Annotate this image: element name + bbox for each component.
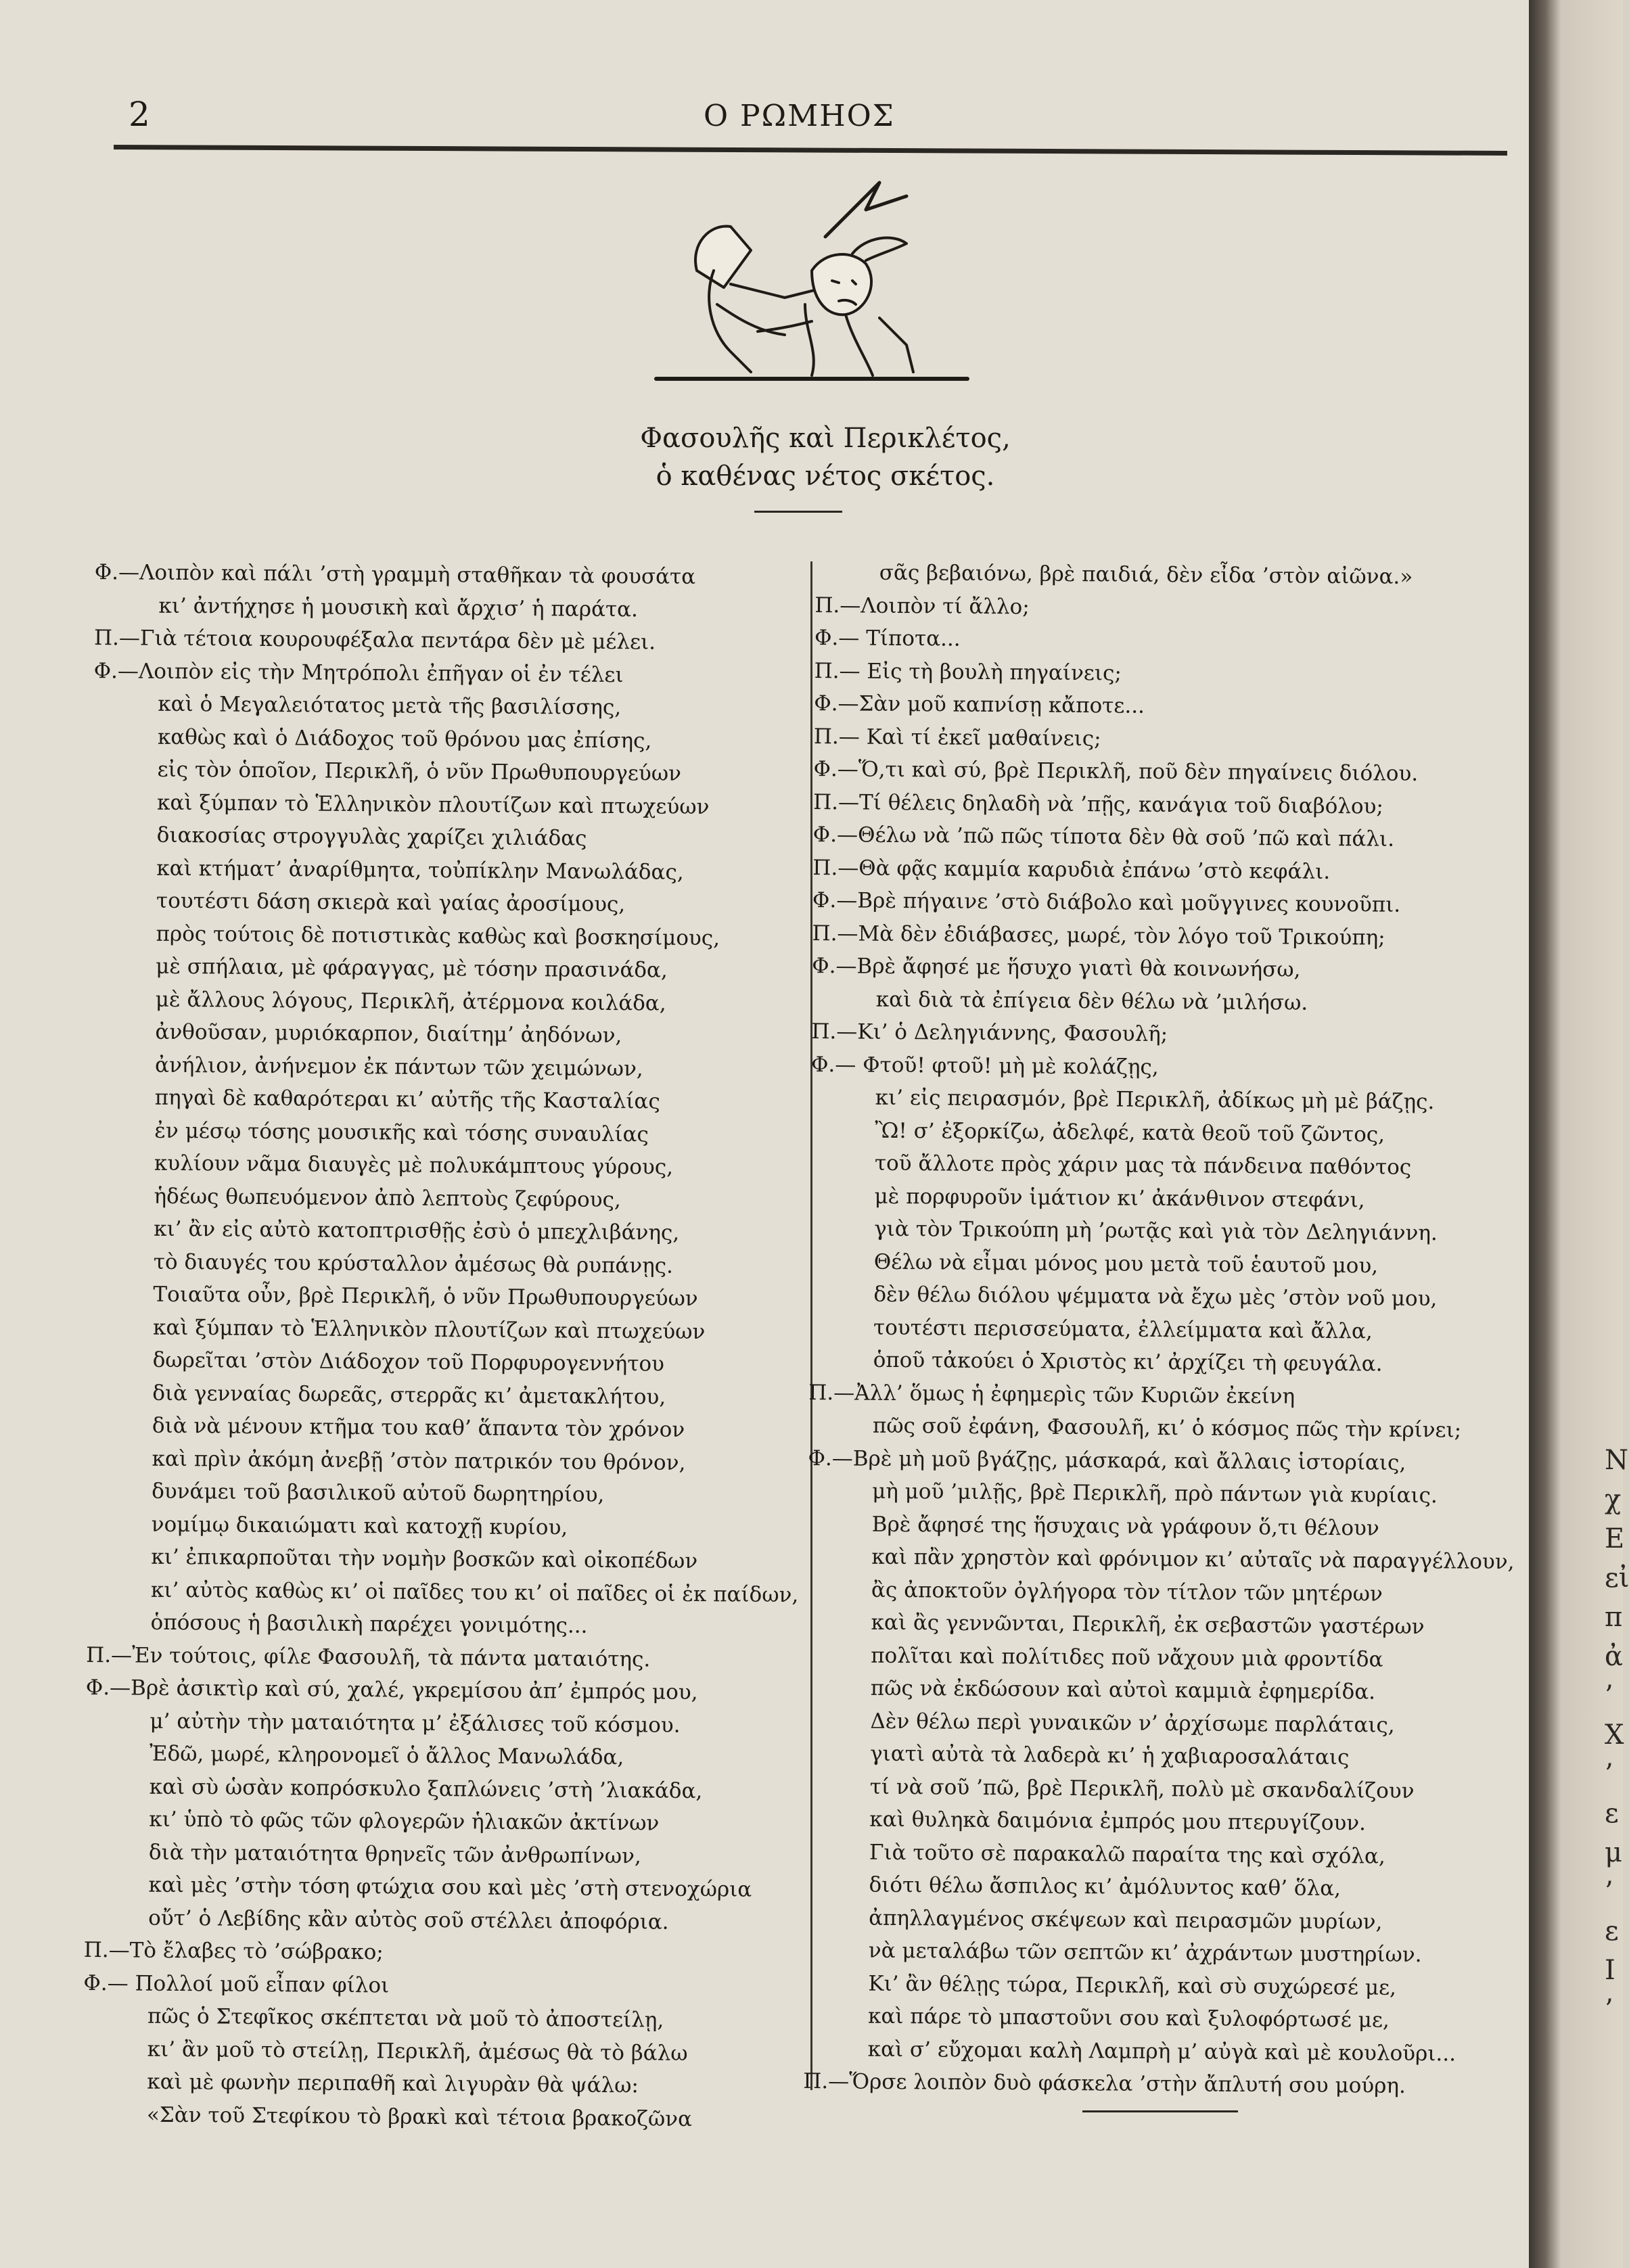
verse-line: καθὼς καὶ ὁ Διάδοχος τοῦ θρόνου μας ἐπίσης, bbox=[157, 724, 652, 753]
verse-line: κι’ ἐπικαρποῦται τὴν νομὴν βοσκῶν καὶ οἰκοπέδων bbox=[151, 1544, 698, 1574]
verse-line: Π.—Γιὰ τέτοια κουρουφέξαλα πεντάρα δὲν μὲ μέλει. bbox=[93, 625, 656, 655]
verse-line: Π.—Ἐν τούτοις, φίλε Φασουλῆ, τὰ πάντα ματαιότης. bbox=[86, 1642, 651, 1671]
verse-line: καὶ μὲς ’στὴν τόση φτώχια σου καὶ μὲς ’στὴ στενοχώρια bbox=[148, 1872, 752, 1902]
caption-line: ὁ καθένας νέτος σκέτος. bbox=[656, 461, 995, 492]
verse-line: δυνάμει τοῦ βασιλικοῦ αὐτοῦ δωρητηρίου, bbox=[152, 1479, 605, 1507]
verse-line: μὴ μοῦ ’μιλῇς, βρὲ Περικλῆ, πρὸ πάντων γιὰ κυρίαις. bbox=[872, 1479, 1438, 1508]
verse-line: Ὢ! σ’ ἐξορκίζω, ἀδελφέ, κατὰ θεοῦ τοῦ ζῶντος, bbox=[875, 1118, 1385, 1147]
newspaper-title: Ο ΡΩΜΗΟΣ bbox=[704, 99, 895, 133]
verse-line: καὶ θυληκὰ δαιμόνια ἐμπρός μου πτερυγίζουν. bbox=[869, 1807, 1367, 1836]
verse-line: κι’ ἂν εἰς αὐτὸ κατοπτρισθῇς ἐσὺ ὁ μπεχλιβάνης, bbox=[154, 1216, 680, 1245]
cartoon-illustration bbox=[649, 169, 974, 392]
verse-line: μὲ σπήλαια, μὲ φάραγγας, μὲ τόσην πρασινάδα, bbox=[156, 954, 668, 983]
verse-line: Π.—Ἀλλ’ ὅμως ἡ ἐφημερὶς τῶν Κυριῶν ἐκείνη bbox=[808, 1380, 1295, 1409]
verse-line: καὶ πρὶν ἀκόμη ἀνεβῇ ’στὸν πατρικόν του θρόνον, bbox=[152, 1446, 686, 1475]
cartoon-caption bbox=[582, 419, 1069, 495]
edge-letter: Ν bbox=[1605, 1445, 1628, 1476]
verse-line: Φ.—Ὅ,τι καὶ σύ, βρὲ Περικλῆ, ποῦ δὲν πηγαίνεις διόλου. bbox=[813, 756, 1419, 787]
verse-line: Φ.—Λοιπὸν εἰς τὴν Μητρόπολι ἐπῆγαν οἱ ἐν τέλει bbox=[93, 658, 624, 687]
verse-line: Δὲν θέλω περὶ γυναικῶν ν’ ἀρχίσωμε παρλάταις, bbox=[870, 1709, 1395, 1738]
edge-letter: εἰ bbox=[1605, 1563, 1629, 1594]
verse-line: μ’ αὐτὴν τὴν ματαιότητα μ’ ἐξάλισες τοῦ κόσμου. bbox=[150, 1709, 681, 1738]
verse-line: πηγαὶ δὲ καθαρότεραι κι’ αὐτῆς τῆς Κασταλίας bbox=[154, 1085, 660, 1114]
verse-line: Π.—Θὰ φᾷς καμμία καρυδιὰ ἐπάνω ’στὸ κεφάλι. bbox=[812, 855, 1331, 884]
verse-line: καὶ πάρε τὸ μπαστοῦνι σου καὶ ξυλοφόρτωσέ με, bbox=[867, 2004, 1390, 2033]
verse-line: Θέλω νὰ εἶμαι μόνος μου μετὰ τοῦ ἑαυτοῦ μου, bbox=[873, 1249, 1379, 1278]
header-rule bbox=[114, 145, 1507, 156]
verse-line: Φ.—Σὰν μοῦ καπνίσῃ κἄποτε... bbox=[814, 691, 1145, 718]
verse-line: μὲ πορφυροῦν ἱμάτιον κι’ ἀκάνθινον στεφάνι, bbox=[874, 1184, 1365, 1212]
verse-line: Φ.— Τίποτα... bbox=[814, 625, 961, 651]
verse-line: καὶ μὲ φωνὴν περιπαθῆ καὶ λιγυρὰν θὰ ψάλω: bbox=[147, 2069, 639, 2098]
verse-line: Φ.—Θέλω νὰ ’πῶ πῶς τίποτα δὲν θὰ σοῦ ’πῶ καὶ πάλι. bbox=[812, 822, 1395, 852]
caption-line: Φασουλῆς καὶ Περικλέτος, bbox=[640, 423, 1011, 454]
verse-line: Φ.—Βρὲ ἄφησέ με ἥσυχο γιατὶ θὰ κοινωνήσω, bbox=[812, 953, 1301, 982]
verse-line: Π.—Ὅρσε λοιπὸν δυὸ φάσκελα ’στὴν ἄπλυτή σου μούρη. bbox=[803, 2068, 1406, 2098]
verse-line: τί νὰ σοῦ ’πῶ, βρὲ Περικλῆ, πολὺ μὲ σκανδαλίζουν bbox=[869, 1774, 1415, 1803]
verse-line: τοῦ ἄλλοτε πρὸς χάριν μας τὰ πάνδεινα παθόντος bbox=[874, 1151, 1412, 1180]
verse-line: καὶ διὰ τὰ ἐπίγεια δὲν θέλω νὰ ’μιλήσω. bbox=[875, 987, 1308, 1015]
verse-line: πῶς ὁ Στεφῖκος σκέπτεται νὰ μοῦ τὸ ἀποστείλῃ, bbox=[147, 2004, 664, 2033]
verse-line: «Σὰν τοῦ Στεφίκου τὸ βρακὶ καὶ τέτοια βρακοζῶνα bbox=[146, 2102, 693, 2131]
verse-line: καὶ ξύμπαν τὸ Ἑλληνικὸν πλουτίζων καὶ πτωχεύων bbox=[157, 790, 710, 819]
verse-line: ὁπόσους ἡ βασιλικὴ παρέχει γονιμότης... bbox=[150, 1610, 588, 1638]
verse-line: Π.—Κι’ ὁ Δεληγιάννης, Φασουλῆ; bbox=[811, 1019, 1168, 1047]
verse-line: Ἐδῶ, μωρέ, κληρονομεῖ ὁ ἄλλος Μανωλάδα, bbox=[149, 1741, 624, 1770]
verse-line: Φ.—Λοιπὸν καὶ πάλι ’στὴ γραμμὴ σταθῆκαν τὰ φουσάτα bbox=[94, 559, 696, 589]
verse-line: διὰ τὴν ματαιότητα θρηνεῖς τῶν ἀνθρωπίνων, bbox=[148, 1840, 641, 1868]
verse-line: τουτέστι περισσεύματα, ἐλλείμματα καὶ ἄλλα, bbox=[873, 1315, 1373, 1344]
verse-line: κι’ ἀντήχησε ἡ μουσικὴ καὶ ἄρχισ’ ἡ παράτα. bbox=[158, 593, 639, 622]
verse-line: κυλίουν νᾶμα διαυγὲς μὲ πολυκάμπτους γύρους, bbox=[154, 1151, 674, 1180]
verse-line: Τοιαῦτα οὖν, βρὲ Περικλῆ, ὁ νῦν Πρωθυπουργεύων bbox=[153, 1282, 698, 1312]
left-column bbox=[83, 556, 805, 2136]
verse-line: Φ.— Πολλοί μοῦ εἶπαν φίλοι bbox=[83, 1970, 390, 1997]
verse-line: ἀπηλλαγμένος σκέψεων καὶ πειρασμῶν μυρίων, bbox=[869, 1905, 1383, 1935]
edge-letter: Ε bbox=[1605, 1523, 1625, 1554]
verse-line: κι’ ἂν μοῦ τὸ στείλῃ, Περικλῆ, ἀμέσως θὰ τὸ βάλω bbox=[147, 2037, 688, 2066]
verse-line: νομίμῳ δικαιώματι καὶ κατοχῇ κυρίου, bbox=[151, 1512, 568, 1540]
verse-line: πολῖται καὶ πολίτιδες ποῦ νἄχουν μιὰ φροντίδα bbox=[871, 1643, 1383, 1672]
verse-line: Π.—Τὸ ἔλαβες τὸ ’σώβρακο; bbox=[83, 1937, 384, 1965]
edge-letter: ε bbox=[1605, 1916, 1619, 1947]
verse-line: Π.— Καὶ τί ἐκεῖ μαθαίνεις; bbox=[813, 724, 1101, 751]
verse-line: καὶ σ’ εὔχομαι καλὴ Λαμπρὴ μ’ αὐγὰ καὶ μὲ κουλοῦρι... bbox=[867, 2037, 1456, 2066]
verse-line: δὲν θέλω διόλου ψέμματα νὰ ἔχω μὲς ’στὸν νοῦ μου, bbox=[873, 1282, 1438, 1312]
verse-line: Π.—Μὰ δὲν ἐδιάβασες, μωρέ, τὸν λόγο τοῦ Τρικούπη; bbox=[812, 921, 1385, 950]
verse-line: καὶ πἂν χρηστὸν καὶ φρόνιμον κι’ αὐταῖς νὰ παραγγέλλουν, bbox=[871, 1544, 1515, 1575]
verse-line: Φ.—Βρὲ μὴ μοῦ βγάζῃς, μάσκαρά, καὶ ἄλλαις ἱστορίαις, bbox=[808, 1445, 1406, 1475]
verse-line: νὰ μεταλάβω τῶν σεπτῶν κι’ ἀχράντων μυστηρίων. bbox=[868, 1938, 1422, 1968]
verse-line: ὁποῦ τἀκούει ὁ Χριστὸς κι’ ἀρχίζει τὴ φευγάλα. bbox=[873, 1347, 1383, 1376]
verse-line: καὶ σὺ ὡσὰν κοπρόσκυλο ξαπλώνεις ’στὴ ’λιακάδα, bbox=[149, 1774, 703, 1803]
right-column bbox=[803, 556, 1515, 2104]
verse-line: καὶ κτήματ’ ἀναρίθμητα, τοὐπίκλην Μανωλάδας, bbox=[156, 856, 684, 885]
verse-line: κι’ εἰς πειρασμόν, βρὲ Περικλῆ, ἀδίκως μὴ μὲ βάζῃς. bbox=[875, 1085, 1435, 1115]
verse-line: δωρεῖται ’στὸν Διάδοχον τοῦ Πορφυρογεννήτου bbox=[152, 1347, 665, 1376]
verse-line: διὰ γενναίας δωρεᾶς, στερρᾶς κι’ ἀμετακλήτου, bbox=[152, 1381, 666, 1410]
verse-line: καὶ ὁ Μεγαλειότατος μετὰ τῆς βασιλίσσης, bbox=[158, 691, 622, 720]
next-page-fragment bbox=[1605, 1441, 1629, 2029]
verse-line: ἂς ἀποκτοῦν ὀγλήγορα τὸν τίτλον τῶν μητέρων bbox=[871, 1577, 1383, 1606]
verse-line: καὶ ἂς γεννῶνται, Περικλῆ, ἐκ σεβαστῶν γαστέρων bbox=[871, 1610, 1425, 1640]
verse-line: μὲ ἄλλους λόγους, Περικλῆ, ἀτέρμονα κοιλάδα, bbox=[155, 987, 666, 1016]
verse-line: εἰς τὸν ὁποῖον, Περικλῆ, ὁ νῦν Πρωθυπουργεύων bbox=[157, 757, 682, 786]
page-number: 2 bbox=[129, 95, 150, 134]
verse-line: ἀνθοῦσαν, μυριόκαρπον, διαίτημ’ ἀηδόνων, bbox=[155, 1019, 622, 1048]
verse-line: γιὰ τὸν Τρικούπη μὴ ’ρωτᾷς καὶ γιὰ τὸν Δεληγιάννη. bbox=[874, 1216, 1438, 1246]
verse-line: διὰ νὰ μένουν κτῆμα του καθ’ ἅπαντα τὸν χρόνον bbox=[152, 1413, 685, 1442]
verse-line: Φ.— Φτοῦ! φτοῦ! μὴ μὲ κολάζῃς, bbox=[810, 1052, 1159, 1080]
verse-line: διακοσίας στρογγυλὰς χαρίζει χιλιάδας bbox=[156, 823, 587, 851]
verse-line: γιατὶ αὐτὰ τὰ λαδερὰ κι’ ἡ χαβιαροσαλάταις bbox=[869, 1741, 1350, 1770]
edge-letter: ’ bbox=[1605, 1876, 1613, 1907]
verse-line: κι’ αὐτὸς καθὼς κι’ οἱ παῖδες του κι’ οἱ παῖδες οἱ ἐκ παίδων, bbox=[150, 1577, 799, 1607]
edge-letter: ’ bbox=[1605, 1680, 1613, 1711]
verse-line: Βρὲ ἄφησέ της ἥσυχαις νὰ γράφουν ὅ,τι θέλουν bbox=[871, 1512, 1379, 1541]
edge-letter: ’ bbox=[1605, 1994, 1613, 2025]
verse-line: διότι θέλω ἄσπιλος κι’ ἀμόλυντος καθ’ ὅλα, bbox=[869, 1872, 1341, 1901]
verse-line: πῶς σοῦ ἐφάνη, Φασουλῆ, κι’ ὁ κόσμος πῶς τὴν κρίνει; bbox=[872, 1413, 1462, 1443]
edge-letter: Χ bbox=[1605, 1719, 1624, 1751]
verse-line: Φ.—Βρὲ ἀσικτὶρ καὶ σύ, χαλέ, γκρεμίσου ἀπ’ ἐμπρός μου, bbox=[85, 1675, 698, 1705]
edge-letter: μ bbox=[1605, 1837, 1622, 1868]
verse-line: πρὸς τούτοις δὲ ποτιστικὰς καθὼς καὶ βοσκησίμους, bbox=[156, 921, 720, 950]
edge-letter: Ι bbox=[1605, 1955, 1615, 1986]
verse-line: Κι’ ἂν θέλῃς τώρα, Περικλῆ, καὶ σὺ συχώρεσέ με, bbox=[868, 1971, 1397, 2000]
verse-line: ἐν μέσῳ τόσης μουσικῆς καὶ τόσης συναυλίας bbox=[154, 1118, 649, 1147]
end-rule bbox=[1082, 2110, 1238, 2112]
edge-letter: π bbox=[1605, 1602, 1623, 1633]
verse-line: Γιὰ τοῦτο σὲ παρακαλῶ παραίτα της καὶ σχόλα, bbox=[869, 1840, 1385, 1869]
verse-line: σᾶς βεβαιόνω, βρὲ παιδιά, δὲν εἶδα ’στὸν αἰῶνα.» bbox=[879, 560, 1413, 589]
caption-rule bbox=[754, 511, 842, 513]
verse-line: ἡδέως θωπευόμενον ἀπὸ λεπτοὺς ζεφύρους, bbox=[154, 1184, 621, 1212]
verse-line: οὔτ’ ὁ Λεβίδης κἂν αὐτὸς σοῦ στέλλει ἀποφόρια. bbox=[148, 1905, 669, 1935]
verse-line: ἀνήλιον, ἀνήνεμον ἐκ πάντων τῶν χειμώνων, bbox=[154, 1052, 643, 1081]
verse-line: Φ.—Βρὲ πήγαινε ’στὸ διάβολο καὶ μοῦγγινες κουνοῦπι. bbox=[812, 887, 1401, 917]
verse-line: καὶ ξύμπαν τὸ Ἑλληνικὸν πλουτίζων καὶ πτωχεύων bbox=[152, 1315, 706, 1344]
verse-line: τὸ διαυγές του κρύσταλλον ἀμέσως θὰ ρυπάνῃς. bbox=[153, 1249, 674, 1278]
verse-line: Π.—Λοιπὸν τί ἄλλο; bbox=[814, 593, 1030, 619]
verse-line: Π.—Τί θέλεις δηλαδὴ νὰ ’πῇς, κανάγια τοῦ διαβόλου; bbox=[813, 789, 1384, 819]
edge-letter: ’ bbox=[1605, 1759, 1613, 1790]
verse-line: πῶς νὰ ἐκδώσουν καὶ αὐτοὶ καμμιὰ ἐφημερίδα. bbox=[870, 1675, 1376, 1705]
edge-letter: ε bbox=[1605, 1798, 1619, 1829]
verse-line: κι’ ὑπὸ τὸ φῶς τῶν φλογερῶν ἡλιακῶν ἀκτίνων bbox=[149, 1807, 660, 1836]
verse-line: Π.— Εἰς τὴ βουλὴ πηγαίνεις; bbox=[814, 658, 1122, 686]
edge-letter: χ bbox=[1605, 1484, 1622, 1515]
edge-letter: ἀ bbox=[1605, 1641, 1624, 1672]
verse-line: τουτέστι δάση σκιερὰ καὶ γαίας ἀροσίμους, bbox=[156, 888, 626, 917]
